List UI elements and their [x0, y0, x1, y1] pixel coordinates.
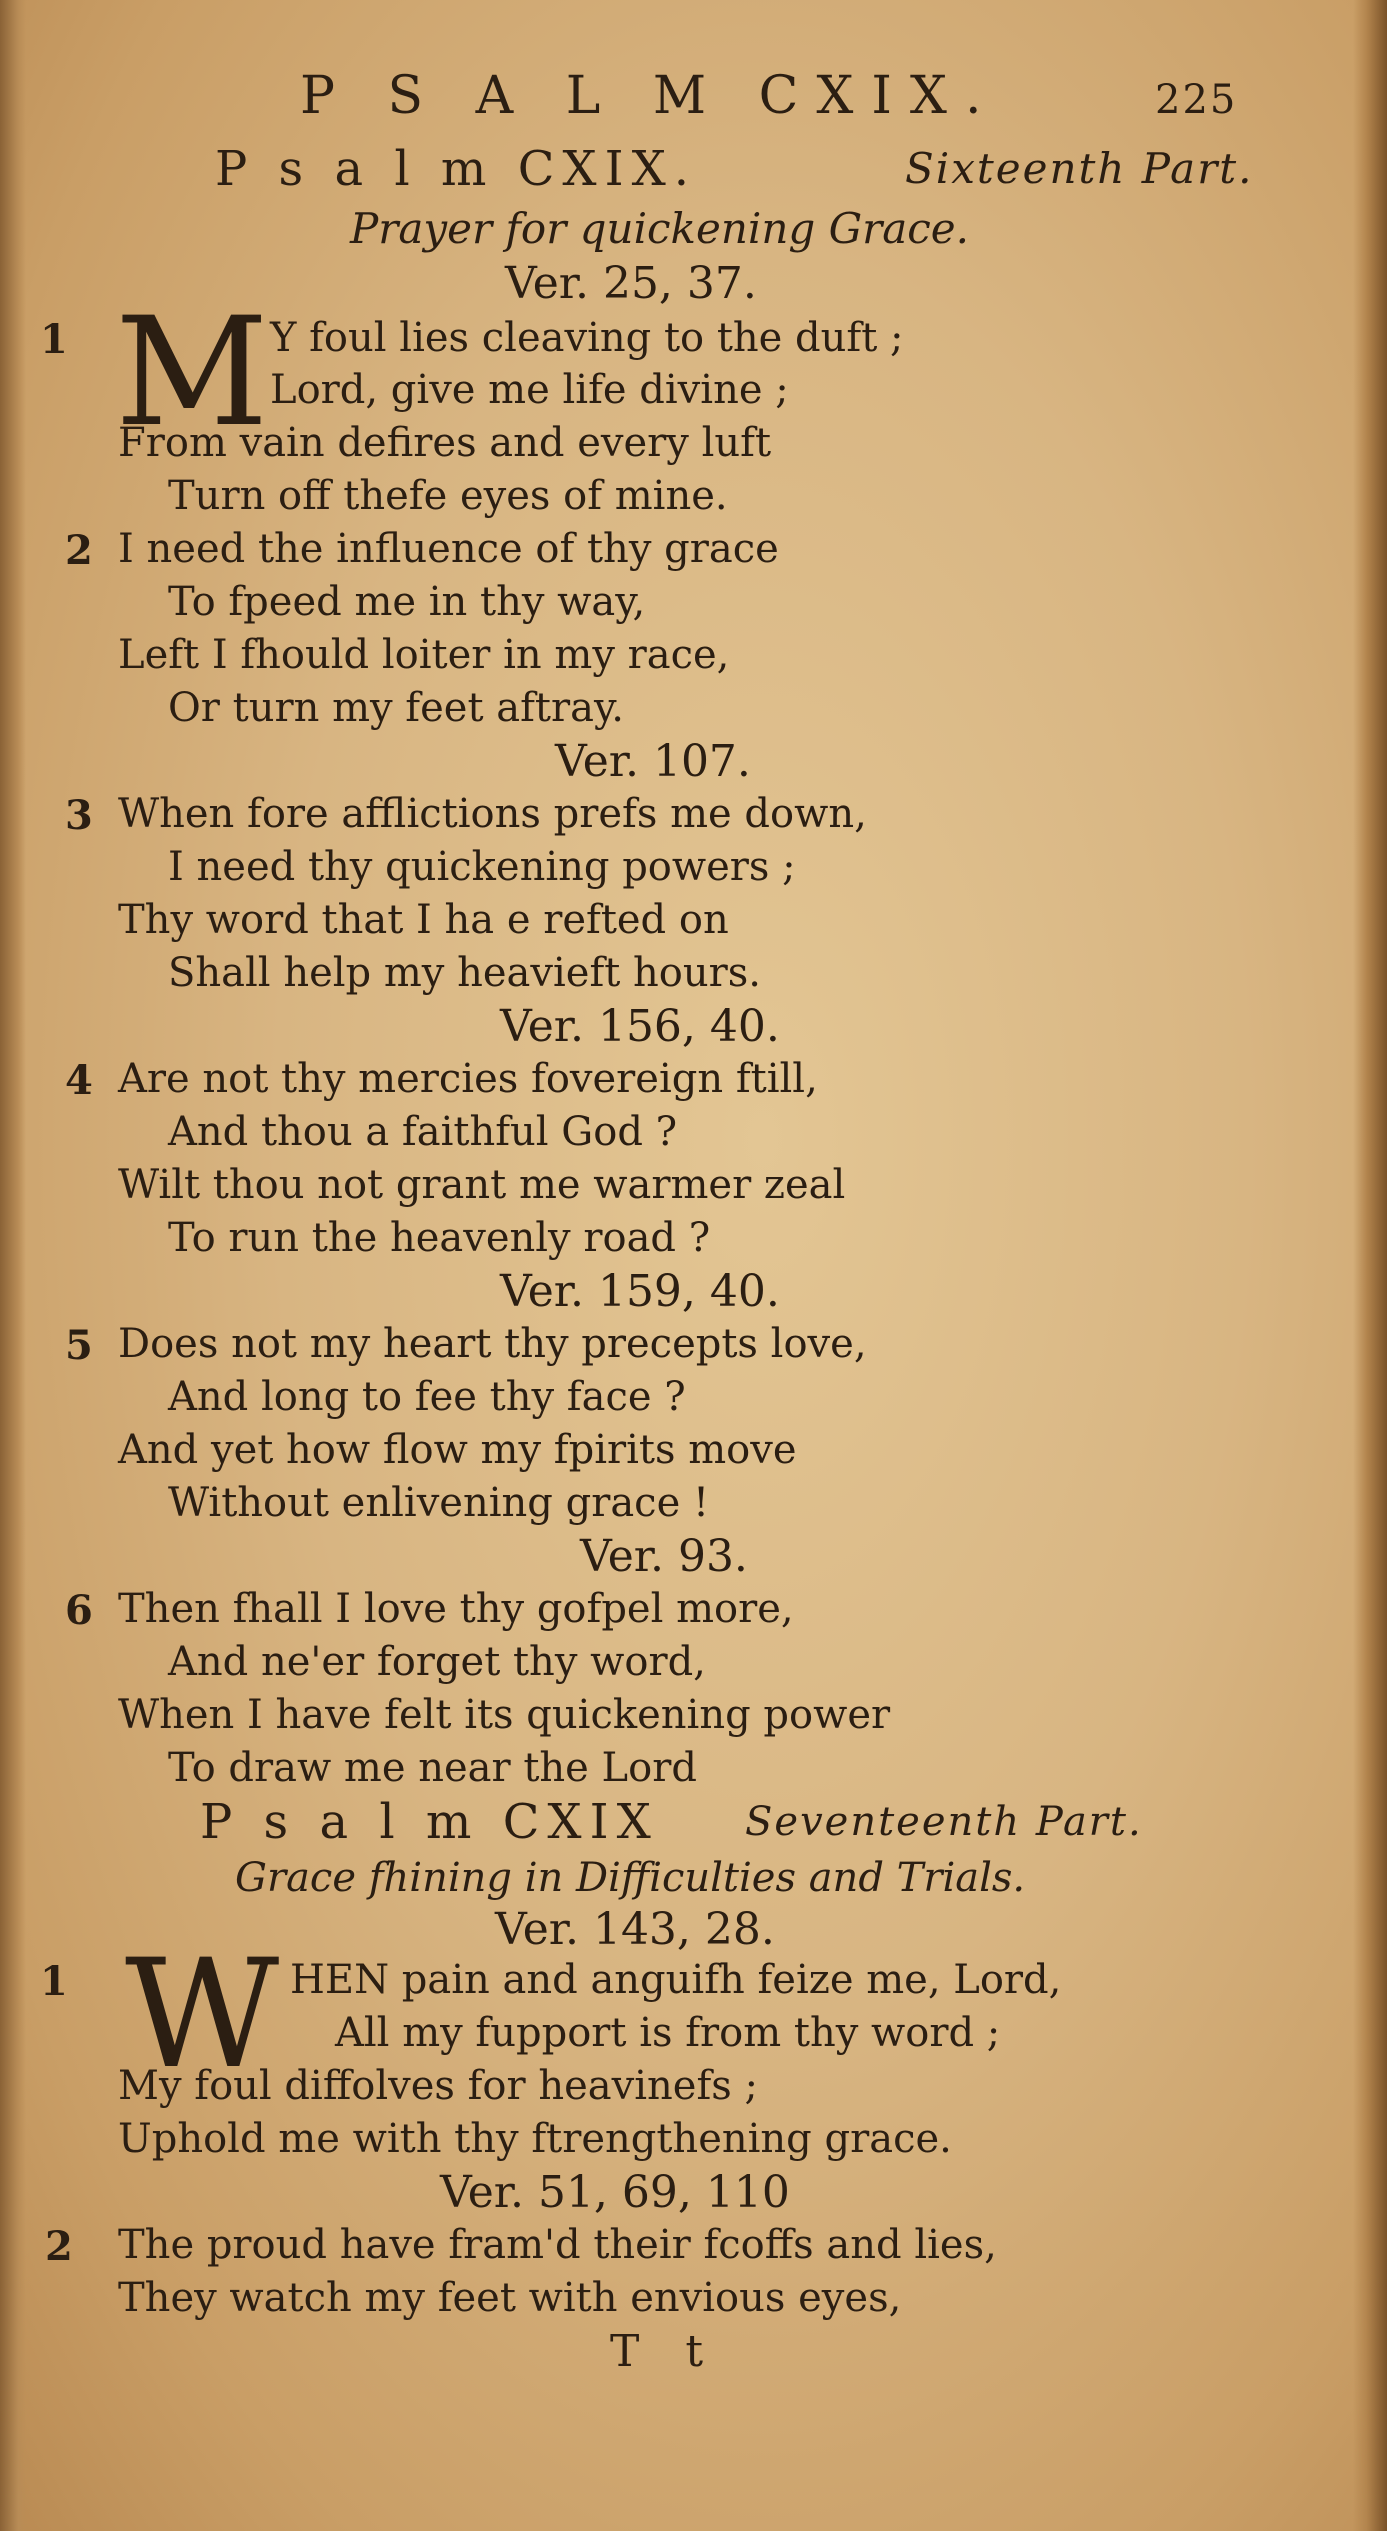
verse-line: And yet how flow my fpirits move: [118, 1427, 797, 1473]
section-part-16: Sixteenth Part.: [905, 144, 1254, 193]
stanza-number: 4: [65, 1057, 93, 1104]
verse-line: To draw me near the Lord: [168, 1745, 697, 1791]
verse-line: Y foul lies cleaving to the duft ;: [270, 315, 904, 361]
verse-line: I need the influence of thy grace: [118, 526, 779, 572]
verse-ref: Ver. 51, 69, 110: [440, 2167, 790, 2218]
verse-line: And long to fee thy face ?: [168, 1374, 686, 1420]
verse-line: HEN pain and anguifh feize me, Lord,: [290, 1957, 1062, 2003]
catchword: T t: [610, 2326, 720, 2377]
verse-line: And thou a faithful God ?: [168, 1109, 678, 1155]
verse-ref: Ver. 25, 37.: [505, 258, 757, 309]
verse-line: To run the heavenly road ?: [168, 1215, 711, 1261]
stanza-number: 6: [65, 1587, 93, 1634]
section-title-17: P s a l m CXIX: [200, 1794, 659, 1850]
verse-ref: Ver. 143, 28.: [495, 1904, 775, 1955]
verse-ref: Ver. 107.: [555, 736, 751, 787]
stanza-number: 3: [65, 792, 93, 839]
verse-line: They watch my feet with envious eyes,: [118, 2275, 902, 2321]
verse-line: Uphold me with thy ftrengthening grace.: [118, 2116, 952, 2162]
section-subtitle-17: Grace fhining in Difficulties and Trials.: [235, 1855, 1026, 1901]
verse-line: Or turn my feet aftray.: [168, 685, 624, 731]
verse-line: Turn off thefe eyes of mine.: [168, 473, 728, 519]
verse-ref: Ver. 93.: [580, 1531, 748, 1582]
stanza-number: 1: [40, 1958, 68, 2005]
verse-line: Shall help my heavieft hours.: [168, 950, 762, 996]
verse-line: Wilt thou not grant me warmer zeal: [118, 1162, 846, 1208]
verse-ref: Ver. 159, 40.: [500, 1266, 780, 1317]
verse-line: Lord, give me life divine ;: [270, 367, 789, 413]
verse-line: When I have felt its quickening power: [118, 1692, 891, 1738]
stanza-number: 2: [65, 527, 93, 574]
section-subtitle-16: Prayer for quickening Grace.: [350, 204, 970, 253]
verse-line: Without enlivening grace !: [168, 1480, 710, 1526]
verse-line: Thy word that I ha e refted on: [118, 897, 729, 943]
section-part-17: Seventeenth Part.: [745, 1799, 1143, 1845]
verse-line: I need thy quickening powers ;: [168, 844, 796, 890]
running-title: P S A L M CXIX.: [300, 66, 1000, 126]
verse-line: Are not thy mercies fovereign ftill,: [118, 1056, 818, 1102]
verse-line: Does not my heart thy precepts love,: [118, 1321, 867, 1367]
drop-cap: M: [115, 286, 269, 460]
section-title-16: P s a l m CXIX.: [215, 141, 697, 197]
verse-ref: Ver. 156, 40.: [500, 1001, 780, 1052]
page-edge-right: [1353, 0, 1387, 2531]
page-number: 225: [1155, 77, 1238, 123]
verse-line: And ne'er forget thy word,: [168, 1639, 706, 1685]
page-edge-left: [0, 0, 26, 2531]
verse-line: My foul diffolves for heavinefs ;: [118, 2063, 758, 2109]
drop-cap: W: [125, 1928, 280, 2102]
verse-line: From vain defires and every luft: [118, 420, 772, 466]
stanza-number: 5: [65, 1322, 93, 1369]
verse-line: Then fhall I love thy gofpel more,: [118, 1586, 794, 1632]
verse-line: Left I fhould loiter in my race,: [118, 632, 730, 678]
stanza-number: 1: [40, 316, 68, 363]
verse-line: The proud have fram'd their fcoffs and lies,: [118, 2222, 997, 2268]
verse-line: To fpeed me in thy way,: [168, 579, 646, 625]
verse-line: All my fupport is from thy word ;: [335, 2010, 1001, 2056]
stanza-number: 2: [45, 2223, 73, 2270]
verse-line: When fore afflictions prefs me down,: [118, 791, 867, 837]
